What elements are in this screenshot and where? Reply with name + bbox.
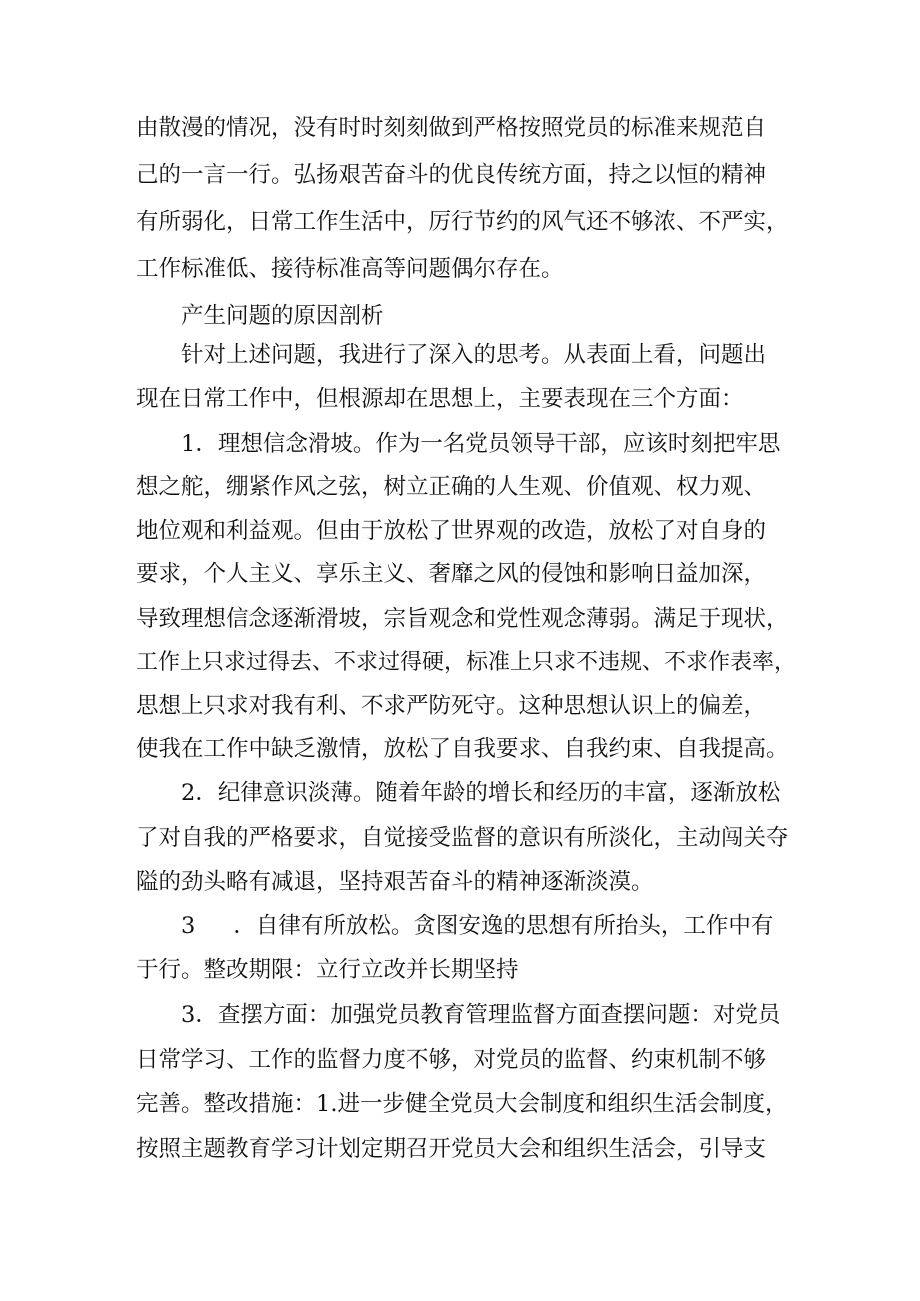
paragraph-line: 己的一言一行。弘扬艰苦奋斗的优良传统方面，持之以恒的精神 — [136, 162, 767, 188]
list-number: 3 — [181, 913, 196, 939]
paragraph-line: 要求，个人主义、享乐主义、奢靡之风的侵蚀和影响日益加深， — [136, 561, 767, 587]
paragraph-line: 思想上只求对我有利、不求严防死守。这种思想认识上的偏差， — [136, 693, 767, 719]
paragraph-line: 想之舵，绷紧作风之弦，树立正确的人生观、价值观、权力观、 — [136, 474, 767, 500]
paragraph-line: 了对自我的严格要求，自觉接受监督的意识有所淡化，主动闯关夺 — [136, 825, 789, 851]
paragraph-line: 使我在工作中缺乏激情，放松了自我要求、自我约束、自我提高。 — [136, 736, 789, 762]
paragraph-line: 工作标准低、接待标准高等问题偶尔存在。 — [136, 256, 564, 282]
paragraph-line: 有所弱化，日常工作生活中，厉行节约的风气还不够浓、不严实， — [136, 209, 789, 235]
paragraph-line: 现在日常工作中，但根源却在思想上，主要表现在三个方面： — [136, 386, 744, 412]
paragraph-line: 于行。整改期限：立行立改并长期坚持 — [136, 957, 519, 983]
paragraph-line: 1．理想信念滑坡。作为一名党员领导干部，应该时刻把牢思 — [181, 431, 781, 457]
paragraph-line: 完善。整改措施：1.进一步健全党员大会制度和组织生活会制度， — [136, 1091, 788, 1117]
paragraph-line: 工作上只求过得去、不求过得硬，标准上只求不违规、不求作表率， — [136, 650, 797, 675]
paragraph-line: 导致理想信念逐渐滑坡，宗旨观念和党性观念薄弱。满足于现状， — [136, 606, 789, 632]
paragraph-line: 按照主题教育学习计划定期召开党员大会和组织生活会，引导支 — [136, 1136, 767, 1162]
paragraph-line: 日常学习、工作的监督力度不够，对党员的监督、约束机制不够 — [136, 1047, 767, 1073]
paragraph-line — [181, 906, 796, 946]
list-text: ．自律有所放松。贪图安逸的思想有所抬头，工作中有 — [233, 913, 774, 939]
paragraph-line: 由散漫的情况，没有时时刻刻做到严格按照党员的标准来规范自 — [136, 115, 767, 141]
paragraph-line: 3．查摆方面：加强党员教育管理监督方面查摆问题：对党员 — [181, 1002, 781, 1028]
paragraph-line: 隘的劲头略有减退，坚持艰苦奋斗的精神逐渐淡漠。 — [136, 869, 654, 895]
paragraph-line: 2．纪律意识淡薄。随着年龄的增长和经历的丰富，逐渐放松 — [181, 780, 781, 806]
section-heading: 产生问题的原因剖析 — [181, 303, 384, 329]
paragraph-line: 地位观和利益观。但由于放松了世界观的改造，放松了对自身的 — [136, 518, 767, 544]
paragraph-line: 针对上述问题，我进行了深入的思考。从表面上看，问题出 — [181, 342, 767, 368]
